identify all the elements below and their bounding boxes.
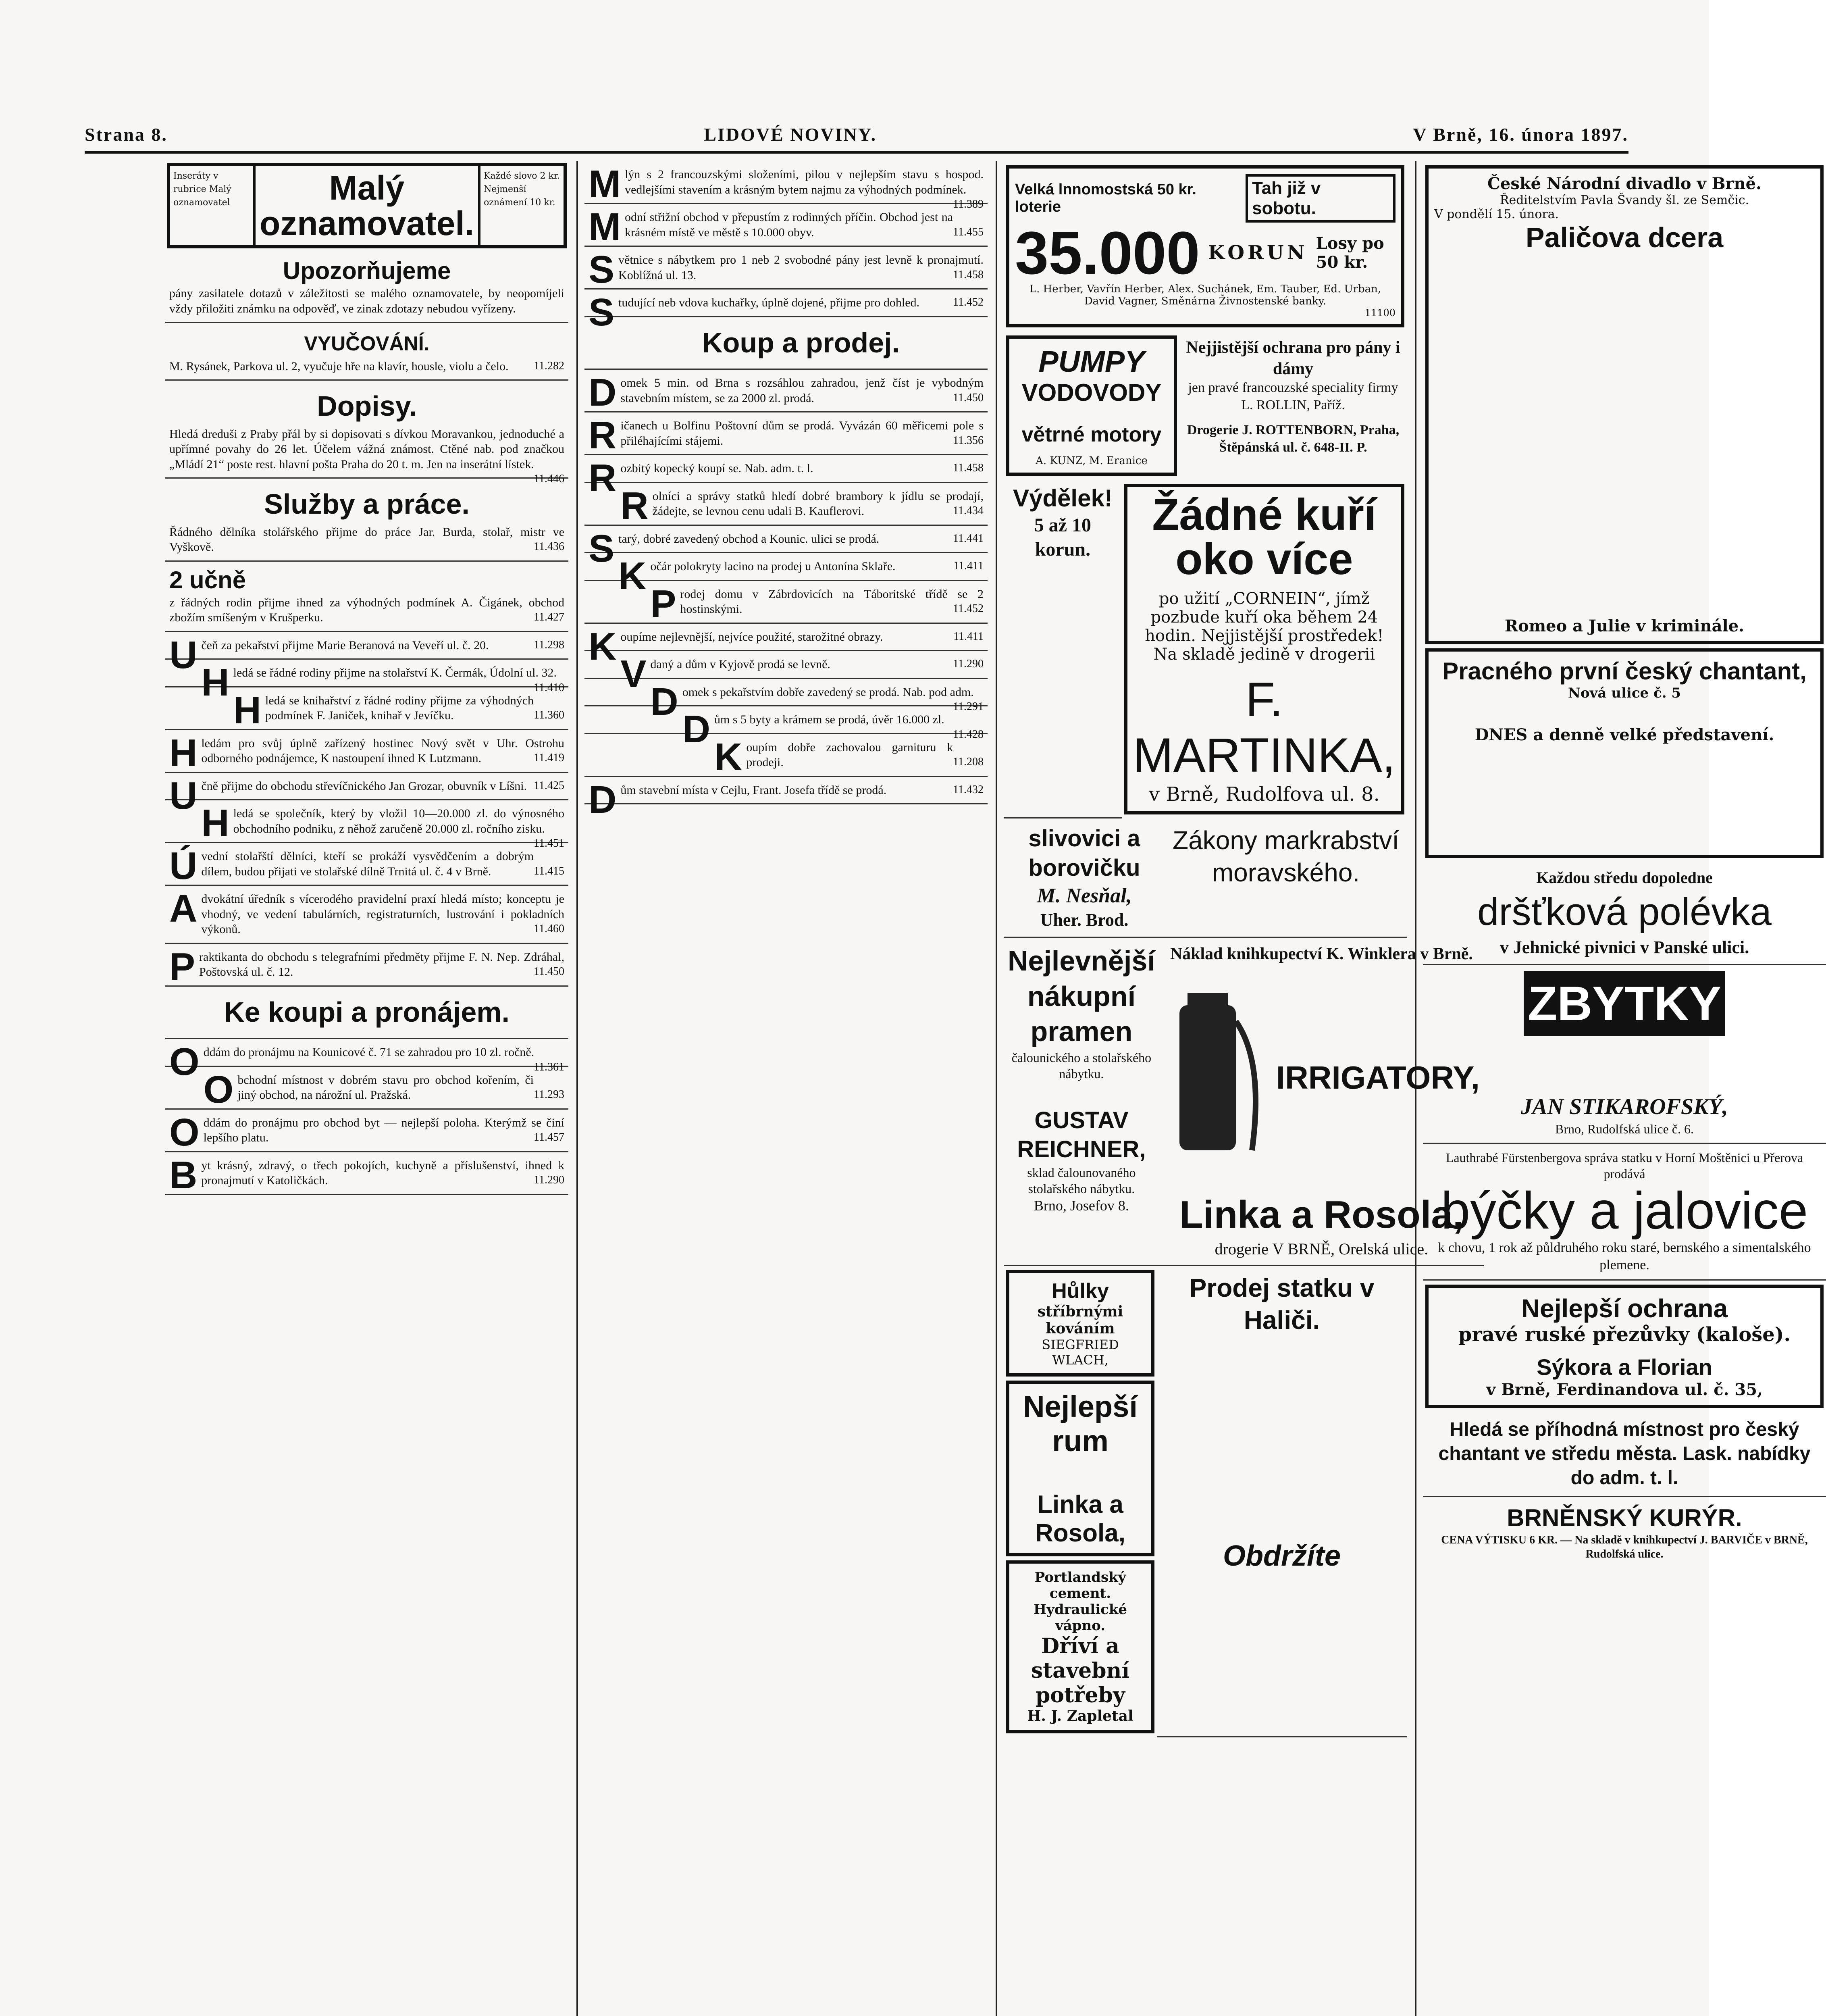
classified-initial: H xyxy=(201,802,229,845)
classified-item xyxy=(165,800,568,850)
sale-initial: K xyxy=(589,625,617,668)
search-ad xyxy=(1423,1412,1826,1497)
classified-num: 11.360 xyxy=(534,709,564,722)
rent-text: yt krásný, zdravý, o třech pokojích, kuchyně a příslušenství, ihned k pronajmutí v Katoličkách. xyxy=(201,1158,564,1187)
header-center: LIDOVÉ NOVINY. xyxy=(704,124,877,145)
classified2-item xyxy=(584,161,988,210)
slivovice-title: slivovici a borovičku xyxy=(1028,825,1140,881)
sale-text: omek 5 min. od Brna s rozsáhlou zahradou, jenž číst je vybodným stavebním místem, se za 2000 zl. prodá. xyxy=(620,376,984,405)
classified-initial: P xyxy=(169,945,195,988)
sale-text: tarý, dobré zavedený obchod a Kounic. ulici se prodá. xyxy=(618,532,880,546)
gustav-title: GUSTAV REICHNER, xyxy=(1017,1107,1146,1162)
theatre-ad xyxy=(1425,165,1824,644)
classified2-num: 11.455 xyxy=(953,225,984,238)
korn-text: po užití „CORNEIN“, jímž pozbude kuří oka během 24 hodin. Nejjistější prostředek! Na skladě jedině v drogerii xyxy=(1145,589,1384,664)
sale-text: oupíme nejlevnější, nejvíce použité, starožitné obrazy. xyxy=(620,630,883,644)
jobs-title: Služby a práce. xyxy=(264,488,470,520)
classified-item xyxy=(165,843,568,886)
masthead-right-note: Každé slovo 2 kr. Nejmenší oznámení 10 kr. xyxy=(478,166,564,245)
bycky-text: k chovu, 1 rok až půldruhého roku staré, bernského a simentalského plemene. xyxy=(1438,1240,1811,1272)
classified-item xyxy=(165,773,568,817)
notice-ad xyxy=(165,252,568,323)
rent-item xyxy=(165,1067,568,1110)
sale-num: 11.356 xyxy=(953,434,984,447)
sale-text: ičanech u Bolfinu Poštovní dům se prodá. Vyvázán 60 měřicemi pole s přiléhajícími stájemi. xyxy=(620,419,984,448)
lesson-ad xyxy=(165,323,568,381)
sale-item xyxy=(584,412,988,455)
cement-title: Portlandský cement. Hydraulické vápno. xyxy=(1033,1569,1127,1634)
chantant-addr: Nová ulice č. 5 xyxy=(1568,685,1681,701)
classified-item xyxy=(165,730,568,773)
sale-text: daný a dům v Kyjově prodá se levně. xyxy=(650,658,830,671)
slivovice-city: Uher. Brod. xyxy=(1040,910,1129,930)
notice-text: pány zasilatele dotazů v záležitosti se malého oznamovatele, by neopomíjeli vždy přiložiti známku na odpověď, ve zinak zdotazy nebudou vyřízeny. xyxy=(169,287,564,315)
classified2-num: 11.458 xyxy=(953,268,984,281)
classified-item xyxy=(165,886,568,944)
sale-num: 11.428 xyxy=(953,728,984,741)
rent-initial: B xyxy=(169,1153,198,1197)
classified2-text: lýn s 2 francouzskými složeními, pilou v nejlepším stavu s hospod. vedlejšími stavením a krásným bytem najmu za výhodných podmínek. xyxy=(624,168,984,196)
sale-text: omek s pekařstvím dobře zavedený se prodá. Nab. pod adm. xyxy=(682,685,974,699)
rent-initial: O xyxy=(203,1068,234,1111)
pramen-ad xyxy=(1004,938,1159,1266)
lottery-title: Velká lnnomostská 50 kr. loterie xyxy=(1015,181,1196,215)
theatre-header: České Národní divadlo v Brně. xyxy=(1487,174,1762,193)
sale-num: 11.290 xyxy=(953,658,984,670)
apprentice-num: 11.427 xyxy=(534,611,564,624)
sale-item xyxy=(584,370,988,412)
classified2-text: odní střižní obchod v přepustím z rodinných příčin. Obchod jest na krásném místě ve městě s 10.000 obyv. xyxy=(624,210,953,239)
sale-list xyxy=(584,370,988,821)
rent-text: ddám do pronájmu pro obchod byt — nejlepší poloha. Kterýmž se činí lepšího platu. xyxy=(203,1116,564,1145)
rent-list xyxy=(165,1039,568,1195)
kuryr-title: BRNĚNSKÝ KURÝR. xyxy=(1507,1504,1742,1531)
lesson-title: VYUČOVÁNÍ. xyxy=(304,332,430,355)
zakony-title: Zákony markrabství moravského. xyxy=(1173,826,1399,887)
linka2-title: Linka a Rosola, xyxy=(1035,1490,1125,1547)
classified-text: ledá se společník, který by vložil 10—20.000 zl. do výnosného obchodního podniku, z něhož zaručeně 20.000 zl. ročního zisku. xyxy=(233,807,564,835)
lottery-ad xyxy=(1006,165,1404,327)
zbytky-ad xyxy=(1423,965,1826,1144)
cement-seller: H. J. Zapletal xyxy=(1027,1707,1133,1724)
classified-initial: Ú xyxy=(169,844,198,888)
classified-text: dvokátní úředník s vícerodého pravidelní praxí hledá místo; konceptu je vhodný, ve vedení tabulárních, registraturních, lustrování i pokladních výkonů. xyxy=(201,892,564,936)
sale-item xyxy=(584,455,988,500)
classified-num: 11.460 xyxy=(534,923,564,935)
column-3 xyxy=(1004,161,1480,2016)
zbytky-title: ZBYTKY xyxy=(1524,971,1725,1036)
classified-item xyxy=(165,660,568,704)
sale-initial: K xyxy=(618,554,647,598)
notice-title: Upozorňujeme xyxy=(283,257,451,285)
sale-initial: R xyxy=(589,456,617,500)
classified-text: ledám pro svůj úplně zařízený hostinec Nový svět v Uhr. Ostrohu odborného podnájemce, K nastoupení ihned K Lutzmann. xyxy=(201,736,564,765)
protect-title: Nejjistější ochrana pro pány i dámy xyxy=(1186,338,1400,378)
theatre-play: Paličova dcera xyxy=(1525,222,1724,253)
page-header xyxy=(85,117,1628,145)
galoshes-sub: pravé ruské přezůvky (kaloše). xyxy=(1458,1323,1791,1346)
bycky-title: býčky a jalovice xyxy=(1441,1181,1808,1240)
chantant-ad xyxy=(1425,648,1824,858)
theatre-closing: Romeo a Julie v kriminále. xyxy=(1504,616,1745,635)
vydelek-title: Výdělek! xyxy=(1013,485,1113,512)
sale-initial: D xyxy=(589,778,617,821)
col3-left-bottom xyxy=(1004,1266,1157,1737)
sale-num: 11.432 xyxy=(953,783,984,796)
pumpy-sub2: větrné motory xyxy=(1021,423,1162,446)
halic-title: Prodej statku v Haliči. xyxy=(1189,1273,1375,1335)
classified-num: 11.298 xyxy=(534,638,564,651)
sale-item xyxy=(584,734,988,777)
sale-num: 11.458 xyxy=(953,462,984,474)
rent-section xyxy=(165,987,568,1039)
search-title: Hledá se příhodná místnost pro český chantant ve středu města. Lask. nabídky do adm. t. l. xyxy=(1438,1419,1811,1489)
classified-text: čeň za pekařství přijme Marie Beranová na Veveří ul. č. 20. xyxy=(201,638,489,652)
rent-num: 11.293 xyxy=(534,1088,564,1101)
slivovice-seller: M. Nesňal, xyxy=(1037,884,1132,907)
classified-initial: A xyxy=(169,887,198,931)
korn-addr: v Brně, Rudolfova ul. 8. xyxy=(1149,783,1380,806)
rent-num: 11.361 xyxy=(534,1060,564,1073)
soup-ad xyxy=(1423,862,1826,965)
bycky-ad xyxy=(1423,1144,1826,1281)
jobs-text: Řádného dělníka stolářského přijme do práce Jar. Burda, stolař, mistr ve Vyškově. xyxy=(169,525,564,554)
pumpy-ad xyxy=(1006,335,1177,476)
korn-ad xyxy=(1124,484,1404,814)
classified-initial: H xyxy=(201,661,229,704)
protect-text: jen pravé francouzské speciality firmy L. ROLLIN, Paříž. xyxy=(1188,380,1398,412)
column-divider-2 xyxy=(996,161,997,2016)
classified2-initial: S xyxy=(589,248,615,291)
sale-item xyxy=(584,553,988,598)
irrig-title: IRRIGATORY, xyxy=(1276,1059,1480,1095)
classified-text: raktikanta do obchodu s telegrafními předměty přijme F. N. Nep. Zdráhal, Poštovská ul. č. 12. xyxy=(199,950,564,979)
theatre-director: Ředitelstvím Pavla Švandy šl. ze Semčic. xyxy=(1499,193,1749,207)
classified-initial: U xyxy=(169,774,198,817)
classified-text: vední stolařští dělníci, kteří se prokáží vysvědčením a dobrým dílem, budou přijati ve stolařské dílně Trnitá ul. č. 4 v Brně. xyxy=(201,850,534,878)
vydelek-ad xyxy=(1004,480,1122,818)
column-1 xyxy=(165,161,568,2016)
classified2-num: 11.389 xyxy=(953,198,984,210)
lesson-num: 11.282 xyxy=(534,359,564,372)
sale-text: ům stavební místa v Cejlu, Frant. Josefa třídě se prodá. xyxy=(620,783,887,797)
hulky-title: Hůlky xyxy=(1052,1279,1109,1303)
linka-sub: drogerie V BRNĚ, Orelská ulice. xyxy=(1215,1239,1429,1258)
rent-num: 11.457 xyxy=(534,1131,564,1144)
classified2-text: tudující neb vdova kuchařky, úplně dojené, přijme pro dohled. xyxy=(618,296,920,309)
sale-num: 11.291 xyxy=(953,700,984,713)
lottery-price: Losy po 50 kr. xyxy=(1316,234,1384,272)
jobs-ad xyxy=(165,479,568,562)
rent-num: 11.290 xyxy=(534,1174,564,1187)
classified-list xyxy=(165,632,568,987)
pumpy-seller: A. KUNZ, M. Eranice xyxy=(1036,455,1148,467)
sale-text: rodej domu v Zábrdovicích na Táboritské třídě se 2 hostinskými. xyxy=(680,587,984,616)
sale-num: 11.441 xyxy=(953,532,984,545)
masthead-left-note: Inseráty v rubrice Malý oznamovatel xyxy=(170,166,256,245)
classified-text: čně přijme do obchodu střevíčnického Jan Grozar, obuvník v Líšni. xyxy=(201,779,527,793)
classified2-item xyxy=(584,204,988,247)
lottery-currency: KORUN xyxy=(1208,242,1308,264)
sale-text: ozbitý kopecký koupí se. Nab. adm. t. l. xyxy=(620,462,813,475)
classified-item xyxy=(165,944,568,987)
soup-place: v Jehnické pivnici v Panské ulici. xyxy=(1499,937,1749,957)
rent-initial: O xyxy=(169,1110,200,1154)
sale-num: 11.450 xyxy=(953,391,984,404)
sale-text: oupím dobře zachovalou garnituru k prodeji. xyxy=(746,740,953,769)
sale-initial: R xyxy=(620,484,649,527)
sale-text: ům s 5 byty a krámem se prodá, úvěr 16.000 zl. xyxy=(714,713,944,726)
halic-ad xyxy=(1157,1266,1407,1737)
winkler-line: Náklad knihkupectví K. Winklera v Brně. xyxy=(1170,945,1473,963)
sale-initial: K xyxy=(714,735,742,779)
hulky-ad xyxy=(1006,1270,1154,1377)
jobs-num: 11.436 xyxy=(534,540,564,553)
obdrzite-title: Obdržíte xyxy=(1223,1539,1341,1572)
apprentice-title: 2 učně xyxy=(169,566,246,594)
classified-initial: H xyxy=(169,731,198,775)
sale-num: 11.434 xyxy=(953,504,984,517)
rent-text: ddám do pronájmu na Kounicové č. 71 se zahradou pro 10 zl. ročně. xyxy=(203,1045,534,1059)
zakony-ad xyxy=(1165,818,1407,938)
sale-initial: P xyxy=(650,582,676,625)
lesson-text: M. Rysánek, Parkova ul. 2, vyučuje hře na klavír, housle, violu a čelo. xyxy=(169,359,509,373)
classified-text: ledá se knihařství z řádné rodiny přijme za výhodných podmínek F. Janiček, knihař v Jevíčku. xyxy=(265,694,534,723)
classified2-item xyxy=(584,289,988,334)
galoshes-addr: v Brně, Ferdinandova ul. č. 35, xyxy=(1486,1380,1763,1399)
sale-text: očár polokryty lacino na prodej u Antonína Sklaře. xyxy=(650,560,896,573)
sale-initial: D xyxy=(650,680,678,723)
classified-initial: H xyxy=(233,688,261,732)
lottery-num: 11100 xyxy=(1364,307,1395,319)
chantant-title: Pracného první český chantant, xyxy=(1442,658,1807,685)
sale-num: 11.411 xyxy=(953,560,984,572)
lottery-sellers: L. Herber, Vavřín Herber, Alex. Suchánek, Em. Tauber, Ed. Urban, David Vagner, Směnárna Živnostenské banky. xyxy=(1029,283,1381,307)
sale-text: olníci a správy statků hledí dobré brambory k jídlu se prodají, žádejte, se levnou cenu udali B. Kauflerovi. xyxy=(652,489,984,518)
classified2-num: 11.452 xyxy=(953,296,984,308)
sale-num: 11.208 xyxy=(953,756,984,768)
sale-item xyxy=(584,777,988,821)
gustav-addr: Brno, Josefov 8. xyxy=(1034,1197,1129,1214)
classifieds-masthead xyxy=(167,163,567,248)
rum-ad xyxy=(1006,1381,1154,1556)
theatre-date: V pondělí 15. února. xyxy=(1434,207,1559,221)
gustav-text: sklad čalounovaného stolařského nábytku. xyxy=(1027,1165,1136,1196)
pramen-title: Nejlevnější nákupní pramen xyxy=(1008,945,1155,1047)
letters-num: 11.446 xyxy=(534,473,564,485)
sale-initial: D xyxy=(589,371,617,414)
irrigator-icon xyxy=(1163,981,1268,1175)
pumpy-sub: VODOVODY xyxy=(1021,379,1162,406)
column-divider-1 xyxy=(576,161,578,2016)
hulky-text: stříbrnými kováním xyxy=(1037,1303,1123,1337)
chantant-text: DNES a denně velké představení. xyxy=(1475,725,1774,744)
classified-num: 11.415 xyxy=(534,864,564,877)
classified2-initial: S xyxy=(589,291,615,334)
letters-ad xyxy=(165,381,568,485)
header-right: V Brně, 16. února 1897. xyxy=(1413,124,1628,145)
sale-num: 11.411 xyxy=(953,630,984,643)
classified-num: 11.425 xyxy=(534,779,564,792)
classified-num: 11.410 xyxy=(534,681,564,694)
masthead-title: Malý oznamovatel. xyxy=(259,169,474,243)
classified2-initial: M xyxy=(589,205,621,248)
vydelek-text: 5 až 10 korun. xyxy=(1034,514,1092,560)
classified-num: 11.419 xyxy=(534,752,564,764)
lottery-prize: 35.000 xyxy=(1015,219,1200,287)
kuryr-ad xyxy=(1423,1497,1826,1567)
galoshes-title: Nejlepší ochrana xyxy=(1521,1294,1728,1323)
header-rule xyxy=(85,151,1628,154)
sale-initial: S xyxy=(589,527,615,570)
pumpy-title: PUMPY xyxy=(1038,345,1145,378)
sale-initial: R xyxy=(589,414,617,457)
rent-item xyxy=(165,1110,568,1152)
lottery-side: Tah již v sobotu. xyxy=(1246,174,1395,223)
protect-ad xyxy=(1179,331,1407,480)
kuryr-text: CENA VÝTISKU 6 KR. — Na skladě v knihkupectví J. BARVIČE v BRNĚ, Rudolfská ulice. xyxy=(1441,1534,1808,1560)
rent-text: bchodní místnost v dobrém stavu pro obchod kořením, či jiný obchod, na nárožní ul. Pražská. xyxy=(237,1073,534,1102)
classified-num: 11.450 xyxy=(534,965,564,978)
sale-num: 11.452 xyxy=(953,602,984,615)
slivovice-ad xyxy=(1004,818,1165,938)
classified-list-2 xyxy=(584,161,988,334)
cement-sub: Dříví a stavební potřeby xyxy=(1031,1633,1130,1708)
sale-initial: V xyxy=(620,652,647,696)
galoshes-ad xyxy=(1425,1285,1824,1408)
classified-num: 11.451 xyxy=(534,837,564,850)
bycky-pre: Lauthrabé Fürstenbergova správa statku v Horní Moštěnici u Přerova prodává xyxy=(1445,1150,1803,1181)
sale-item xyxy=(584,483,988,526)
classified-initial: U xyxy=(169,633,198,677)
rum-title: Nejlepší rum xyxy=(1023,1389,1138,1458)
korn-title: Žádné kuří oko více xyxy=(1152,490,1377,584)
cement-ad xyxy=(1006,1560,1154,1733)
header-left: Strana 8. xyxy=(85,124,168,145)
galoshes-seller: Sýkora a Florian xyxy=(1537,1354,1712,1380)
classified2-initial: M xyxy=(589,162,621,206)
rent-title: Ke koupi a pronájem. xyxy=(224,996,510,1028)
letters-text: Hledá dreduši z Praby přál by si dopisovati s dívkou Moravankou, jednoduché a upřímné povahy do 26 let. Účelem vážná známost. Ctěné nab. pod značkou „Mládí 21“ poste rest. hlavní pošta Praha do 20 t. m. Jen na inserátní lístek. xyxy=(169,427,564,471)
classified-text: ledá se řádné rodiny přijme na stolařství K. Čermák, Údolní ul. 32. xyxy=(233,666,557,680)
linka-title: Linka a Rosola, xyxy=(1179,1193,1464,1236)
apprentice-ad xyxy=(165,562,568,632)
sale-initial: D xyxy=(682,708,711,751)
sale-item xyxy=(584,706,988,751)
pramen-sub: čalounického a stolařského nábytku. xyxy=(1011,1050,1152,1081)
sale-section xyxy=(584,317,988,370)
zbytky-addr: Brno, Rudolfská ulice č. 6. xyxy=(1555,1122,1694,1136)
zbytky-seller: JAN STIKAROFSKÝ, xyxy=(1521,1094,1728,1119)
hulky-seller: SIEGFRIED WLACH, xyxy=(1042,1337,1119,1368)
soup-big: dršťková polévka xyxy=(1477,890,1772,933)
rent-item xyxy=(165,1152,568,1195)
protect-seller: Drogerie J. ROTTENBORN, Praha, Štěpánská ul. č. 648-II. P. xyxy=(1187,423,1400,455)
soup-title: Každou středu dopoledne xyxy=(1536,868,1713,887)
apprentice-text: z řádných rodin přijme ihned za výhodných podmínek A. Čigánek, obchod zbožím smíšeným v Krušperku. xyxy=(169,596,564,625)
rent-initial: O xyxy=(169,1040,200,1084)
classified2-item xyxy=(584,247,988,289)
column-4 xyxy=(1423,161,1826,2016)
letters-title: Dopisy. xyxy=(317,390,417,422)
sale-title: Koup a prodej. xyxy=(702,327,900,358)
rent-item xyxy=(165,1039,568,1084)
korn-seller: F. MARTINKA, xyxy=(1133,673,1396,782)
classified2-text: větnice s nábytkem pro 1 neb 2 svobodné pány jest levně k pronajmutí. Koblížná ul. 13. xyxy=(618,253,984,282)
column-2 xyxy=(584,161,988,2016)
